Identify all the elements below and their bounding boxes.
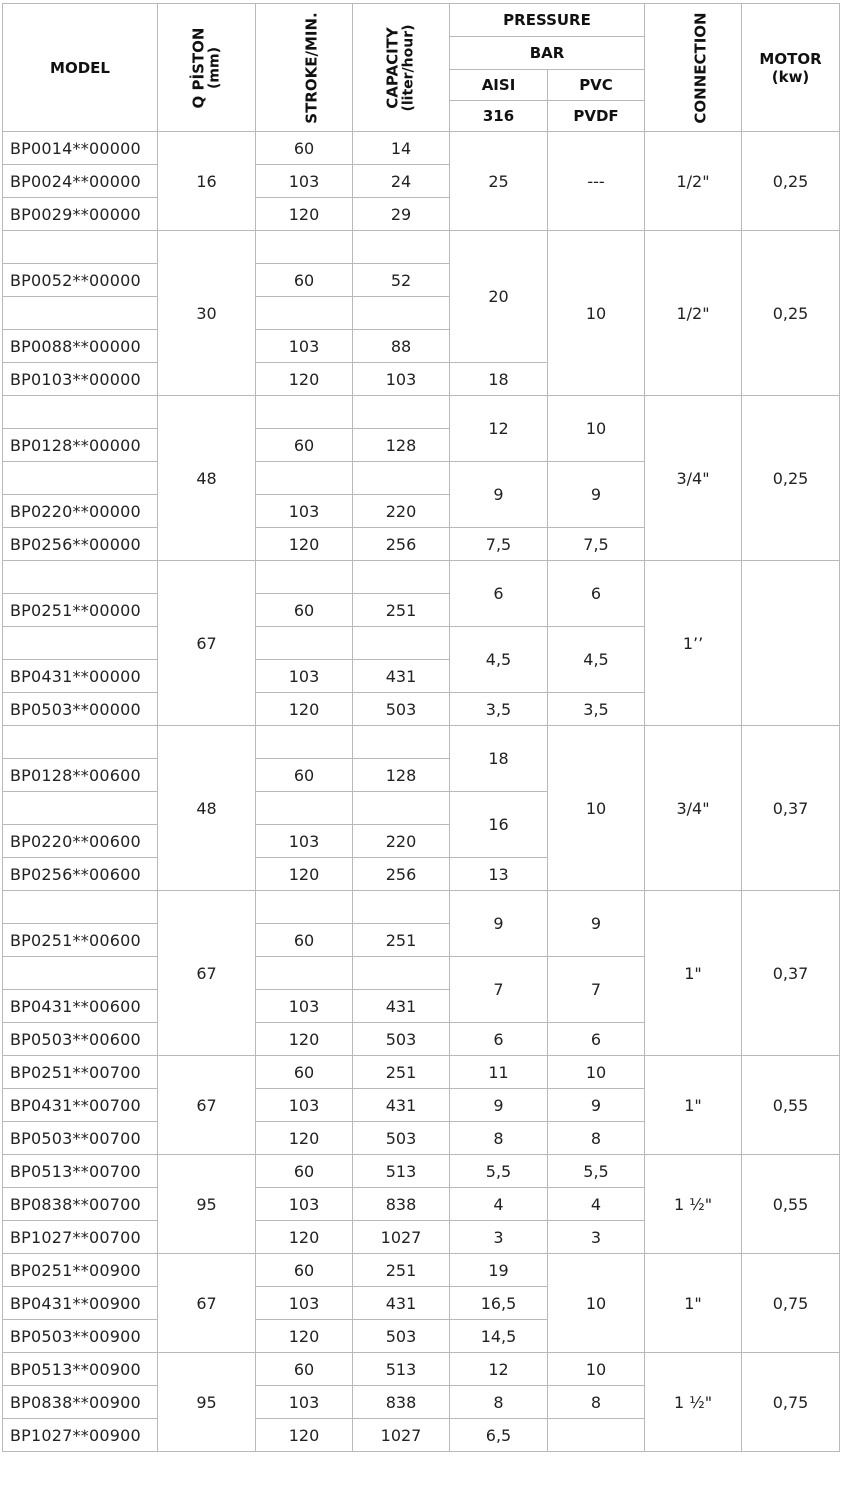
capacity-cell: [353, 297, 450, 330]
header-q-piston: [158, 4, 256, 132]
motor-cell: 0,25: [742, 396, 840, 561]
model-cell: BP0513**00900: [3, 1353, 158, 1386]
aisi-pressure-cell: 16,5: [450, 1287, 548, 1320]
capacity-cell: 251: [353, 594, 450, 627]
capacity-cell: 220: [353, 495, 450, 528]
model-cell: BP0838**00900: [3, 1386, 158, 1419]
stroke-cell: 60: [256, 132, 353, 165]
table-row: [3, 1254, 840, 1287]
aisi-pressure-cell: 12: [450, 1353, 548, 1386]
header-capacity: [353, 4, 450, 132]
connection-cell: 1/2": [645, 231, 742, 396]
motor-cell: 0,75: [742, 1254, 840, 1353]
capacity-cell: 838: [353, 1188, 450, 1221]
model-cell: BP0128**00000: [3, 429, 158, 462]
stroke-cell: [256, 792, 353, 825]
model-cell: [3, 396, 158, 429]
model-cell: [3, 462, 158, 495]
header-stroke-label: STROKE/MIN.: [302, 11, 321, 124]
capacity-cell: 1027: [353, 1419, 450, 1452]
aisi-pressure-cell: 7,5: [450, 528, 548, 561]
model-cell: [3, 957, 158, 990]
piston-cell: 16: [158, 132, 256, 231]
table-row: [3, 1353, 840, 1386]
capacity-cell: 14: [353, 132, 450, 165]
stroke-cell: [256, 891, 353, 924]
model-cell: BP0251**00000: [3, 594, 158, 627]
pvc-pressure-cell: 10: [548, 1056, 645, 1089]
model-cell: BP0513**00700: [3, 1155, 158, 1188]
stroke-cell: 60: [256, 924, 353, 957]
capacity-cell: [353, 792, 450, 825]
capacity-cell: 88: [353, 330, 450, 363]
header-motor-label: MOTOR: [759, 49, 822, 68]
stroke-cell: 103: [256, 1287, 353, 1320]
aisi-pressure-cell: 14,5: [450, 1320, 548, 1353]
model-cell: BP0128**00600: [3, 759, 158, 792]
model-cell: BP0024**00000: [3, 165, 158, 198]
stroke-cell: 120: [256, 1122, 353, 1155]
capacity-cell: 503: [353, 1320, 450, 1353]
capacity-cell: [353, 561, 450, 594]
piston-cell: 67: [158, 1254, 256, 1353]
model-cell: BP0503**00700: [3, 1122, 158, 1155]
aisi-pressure-cell: 13: [450, 858, 548, 891]
model-cell: BP0838**00700: [3, 1188, 158, 1221]
capacity-cell: 256: [353, 858, 450, 891]
capacity-cell: 24: [353, 165, 450, 198]
model-cell: BP0014**00000: [3, 132, 158, 165]
stroke-cell: 120: [256, 1419, 353, 1452]
model-cell: [3, 891, 158, 924]
piston-cell: 95: [158, 1155, 256, 1254]
aisi-pressure-cell: 6,5: [450, 1419, 548, 1452]
pvc-pressure-cell: 4: [548, 1188, 645, 1221]
pvc-pressure-cell: 9: [548, 462, 645, 528]
pvc-pressure-cell: 4,5: [548, 627, 645, 693]
header-connection: [645, 4, 742, 132]
model-cell: [3, 627, 158, 660]
header-aisi-316: 316: [450, 101, 548, 132]
table-row: [3, 1155, 840, 1188]
stroke-cell: 60: [256, 429, 353, 462]
stroke-cell: 120: [256, 1320, 353, 1353]
capacity-cell: [353, 627, 450, 660]
capacity-cell: 251: [353, 924, 450, 957]
motor-cell: 0,55: [742, 1056, 840, 1155]
table-row: [3, 561, 840, 594]
header-model: MODEL: [3, 4, 158, 132]
header-capacity-unit: (liter/hour): [401, 23, 417, 112]
pvc-pressure-cell: 9: [548, 1089, 645, 1122]
capacity-cell: 103: [353, 363, 450, 396]
pvc-pressure-cell: ---: [548, 132, 645, 231]
model-cell: BP0251**00700: [3, 1056, 158, 1089]
model-cell: [3, 231, 158, 264]
stroke-cell: 103: [256, 165, 353, 198]
pvc-pressure-cell: 10: [548, 396, 645, 462]
aisi-pressure-cell: 5,5: [450, 1155, 548, 1188]
capacity-cell: [353, 231, 450, 264]
stroke-cell: 120: [256, 1221, 353, 1254]
capacity-cell: 128: [353, 429, 450, 462]
model-cell: [3, 792, 158, 825]
pvc-pressure-cell: 10: [548, 231, 645, 396]
capacity-cell: 431: [353, 1287, 450, 1320]
aisi-pressure-cell: 19: [450, 1254, 548, 1287]
aisi-pressure-cell: 7: [450, 957, 548, 1023]
stroke-cell: 103: [256, 330, 353, 363]
pump-spec-table: [2, 3, 840, 1452]
stroke-cell: 60: [256, 759, 353, 792]
stroke-cell: 60: [256, 1155, 353, 1188]
aisi-pressure-cell: 6: [450, 561, 548, 627]
stroke-cell: 120: [256, 528, 353, 561]
table-row: [3, 396, 840, 429]
aisi-pressure-cell: 18: [450, 726, 548, 792]
model-cell: BP0103**00000: [3, 363, 158, 396]
header-motor-unit: (kw): [771, 67, 810, 86]
stroke-cell: 103: [256, 1089, 353, 1122]
capacity-cell: 1027: [353, 1221, 450, 1254]
pvc-pressure-cell: 5,5: [548, 1155, 645, 1188]
pvc-pressure-cell: 3: [548, 1221, 645, 1254]
capacity-cell: [353, 726, 450, 759]
model-cell: BP0431**00900: [3, 1287, 158, 1320]
aisi-pressure-cell: 8: [450, 1122, 548, 1155]
model-cell: BP0251**00900: [3, 1254, 158, 1287]
table-header: [3, 4, 840, 132]
stroke-cell: 60: [256, 594, 353, 627]
model-cell: [3, 561, 158, 594]
model-cell: BP0088**00000: [3, 330, 158, 363]
pvc-pressure-cell: 6: [548, 1023, 645, 1056]
table-row: [3, 231, 840, 264]
capacity-cell: 128: [353, 759, 450, 792]
stroke-cell: 103: [256, 825, 353, 858]
aisi-pressure-cell: 16: [450, 792, 548, 858]
capacity-cell: 503: [353, 1122, 450, 1155]
stroke-cell: 60: [256, 1254, 353, 1287]
piston-cell: 48: [158, 726, 256, 891]
model-cell: BP0431**00600: [3, 990, 158, 1023]
model-cell: [3, 297, 158, 330]
stroke-cell: [256, 396, 353, 429]
stroke-cell: 60: [256, 264, 353, 297]
capacity-cell: 513: [353, 1155, 450, 1188]
pvc-pressure-cell: 8: [548, 1386, 645, 1419]
piston-cell: 30: [158, 231, 256, 396]
model-cell: BP0431**00700: [3, 1089, 158, 1122]
pvc-pressure-cell: [548, 1419, 645, 1452]
table-row: [3, 726, 840, 759]
connection-cell: 3/4": [645, 726, 742, 891]
capacity-cell: [353, 957, 450, 990]
table-row: [3, 1056, 840, 1089]
stroke-cell: [256, 726, 353, 759]
capacity-cell: 838: [353, 1386, 450, 1419]
capacity-cell: 513: [353, 1353, 450, 1386]
aisi-pressure-cell: 11: [450, 1056, 548, 1089]
capacity-cell: [353, 396, 450, 429]
aisi-pressure-cell: 4,5: [450, 627, 548, 693]
capacity-cell: 251: [353, 1056, 450, 1089]
motor-cell: 0,37: [742, 891, 840, 1056]
header-pvc: PVC: [548, 70, 645, 101]
motor-cell: 0,55: [742, 1155, 840, 1254]
piston-cell: 67: [158, 561, 256, 726]
aisi-pressure-cell: 6: [450, 1023, 548, 1056]
aisi-pressure-cell: 9: [450, 462, 548, 528]
model-cell: BP0503**00900: [3, 1320, 158, 1353]
capacity-cell: 220: [353, 825, 450, 858]
model-cell: BP0220**00000: [3, 495, 158, 528]
aisi-pressure-cell: 25: [450, 132, 548, 231]
stroke-cell: 120: [256, 363, 353, 396]
aisi-pressure-cell: 4: [450, 1188, 548, 1221]
pvc-pressure-cell: 10: [548, 1254, 645, 1353]
capacity-cell: 431: [353, 1089, 450, 1122]
pvc-pressure-cell: 7,5: [548, 528, 645, 561]
motor-cell: 0,25: [742, 231, 840, 396]
capacity-cell: [353, 891, 450, 924]
pvc-pressure-cell: 8: [548, 1122, 645, 1155]
model-cell: BP0029**00000: [3, 198, 158, 231]
model-cell: BP1027**00700: [3, 1221, 158, 1254]
stroke-cell: 103: [256, 1386, 353, 1419]
header-stroke: [256, 4, 353, 132]
aisi-pressure-cell: 9: [450, 1089, 548, 1122]
motor-cell: 0,37: [742, 726, 840, 891]
capacity-cell: [353, 462, 450, 495]
capacity-cell: 431: [353, 660, 450, 693]
capacity-cell: 256: [353, 528, 450, 561]
connection-cell: 3/4": [645, 396, 742, 561]
connection-cell: 1 ½": [645, 1155, 742, 1254]
piston-cell: 95: [158, 1353, 256, 1452]
stroke-cell: [256, 231, 353, 264]
connection-cell: 1 ½": [645, 1353, 742, 1452]
capacity-cell: 503: [353, 1023, 450, 1056]
header-pressure: PRESSURE: [450, 4, 645, 37]
aisi-pressure-cell: 3,5: [450, 693, 548, 726]
aisi-pressure-cell: 8: [450, 1386, 548, 1419]
stroke-cell: 103: [256, 495, 353, 528]
stroke-cell: 120: [256, 858, 353, 891]
capacity-cell: 52: [353, 264, 450, 297]
pvc-pressure-cell: 6: [548, 561, 645, 627]
pvc-pressure-cell: 3,5: [548, 693, 645, 726]
model-cell: BP0431**00000: [3, 660, 158, 693]
stroke-cell: 60: [256, 1353, 353, 1386]
capacity-cell: 431: [353, 990, 450, 1023]
stroke-cell: [256, 462, 353, 495]
connection-cell: 1’’: [645, 561, 742, 726]
model-cell: BP0052**00000: [3, 264, 158, 297]
piston-cell: 67: [158, 891, 256, 1056]
connection-cell: 1/2": [645, 132, 742, 231]
header-capacity-label: CAPACITY: [384, 26, 402, 109]
header-pvdf: PVDF: [548, 101, 645, 132]
model-cell: BP0256**00600: [3, 858, 158, 891]
connection-cell: 1": [645, 1056, 742, 1155]
stroke-cell: [256, 627, 353, 660]
aisi-pressure-cell: 3: [450, 1221, 548, 1254]
capacity-cell: 29: [353, 198, 450, 231]
capacity-cell: 251: [353, 1254, 450, 1287]
model-cell: BP0220**00600: [3, 825, 158, 858]
model-cell: BP0503**00000: [3, 693, 158, 726]
piston-cell: 67: [158, 1056, 256, 1155]
pvc-pressure-cell: 10: [548, 1353, 645, 1386]
stroke-cell: 120: [256, 693, 353, 726]
model-cell: BP0503**00600: [3, 1023, 158, 1056]
table-row: [3, 132, 840, 165]
stroke-cell: 103: [256, 660, 353, 693]
stroke-cell: [256, 297, 353, 330]
header-connection-label: CONNECTION: [691, 11, 710, 124]
stroke-cell: [256, 561, 353, 594]
connection-cell: 1": [645, 1254, 742, 1353]
pvc-pressure-cell: 9: [548, 891, 645, 957]
header-motor: [742, 4, 840, 132]
motor-cell: 0,25: [742, 132, 840, 231]
aisi-pressure-cell: 9: [450, 891, 548, 957]
model-cell: BP0251**00600: [3, 924, 158, 957]
header-q-piston-unit: (mm): [206, 46, 223, 89]
header-aisi: AISI: [450, 70, 548, 101]
table-row: [3, 891, 840, 924]
pvc-pressure-cell: 7: [548, 957, 645, 1023]
capacity-cell: 503: [353, 693, 450, 726]
header-q-piston-label: Q PİSTON: [189, 27, 208, 108]
stroke-cell: 103: [256, 990, 353, 1023]
stroke-cell: [256, 957, 353, 990]
aisi-pressure-cell: 20: [450, 231, 548, 363]
table-body: [3, 132, 840, 1452]
pvc-pressure-cell: 10: [548, 726, 645, 891]
stroke-cell: 103: [256, 1188, 353, 1221]
motor-cell: [742, 561, 840, 726]
motor-cell: 0,75: [742, 1353, 840, 1452]
stroke-cell: 120: [256, 1023, 353, 1056]
header-bar: BAR: [450, 37, 645, 70]
stroke-cell: 120: [256, 198, 353, 231]
connection-cell: 1": [645, 891, 742, 1056]
aisi-pressure-cell: 12: [450, 396, 548, 462]
model-cell: BP1027**00900: [3, 1419, 158, 1452]
model-cell: [3, 726, 158, 759]
model-cell: BP0256**00000: [3, 528, 158, 561]
aisi-pressure-cell: 18: [450, 363, 548, 396]
piston-cell: 48: [158, 396, 256, 561]
stroke-cell: 60: [256, 1056, 353, 1089]
